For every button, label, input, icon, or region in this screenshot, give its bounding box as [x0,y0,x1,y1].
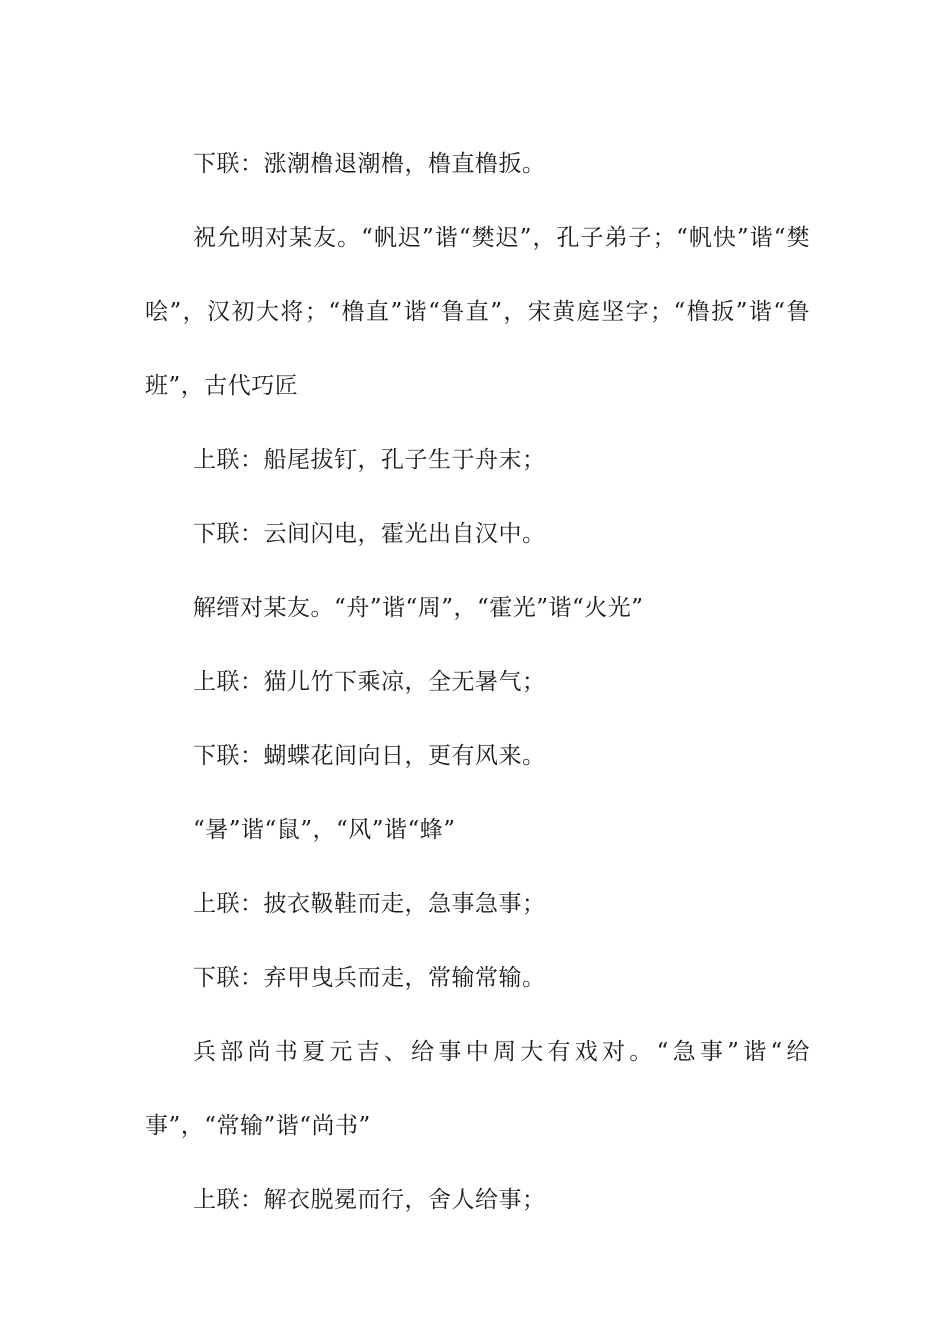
document-body [145,127,810,1237]
paragraph: 下联：云间闪电，霍光出自汉中。 [193,521,546,547]
paragraph: 上联：披衣靸鞋而走，急事急事； [193,891,546,917]
paragraph: 下联：弃甲曳兵而走，常输常输。 [193,965,546,991]
paragraph: 上联：船尾拔钉，孔子生于舟末； [193,447,546,473]
paragraph: 下联：涨潮橹退潮橹，橹直橹扳。 [193,151,546,177]
paragraph: 解缙对某友。“舟”谐“周”，“霍光”谐“火光” [193,595,644,621]
paragraph: 上联：解衣脱冕而行，舍人给事； [193,1187,546,1213]
paragraph: “暑”谐“鼠”，“风”谐“蜂” [193,817,456,843]
paragraph: 兵部尚书夏元吉、给事中周大有戏对。“急事”谐“给事”，“常输”谐“尚书” [145,1039,810,1139]
paragraph: 上联：猫儿竹下乘凉，全无暑气； [193,669,546,695]
paragraph: 下联：蝴蝶花间向日，更有风来。 [193,743,546,769]
paragraph: 祝允明对某友。“帆迟”谐“樊迟”，孔子弟子；“帆快”谐“樊哙”，汉初大将；“橹直”谐“鲁直”，宋黄庭坚字；“橹扳”谐“鲁班”，古代巧匠 [145,225,810,399]
